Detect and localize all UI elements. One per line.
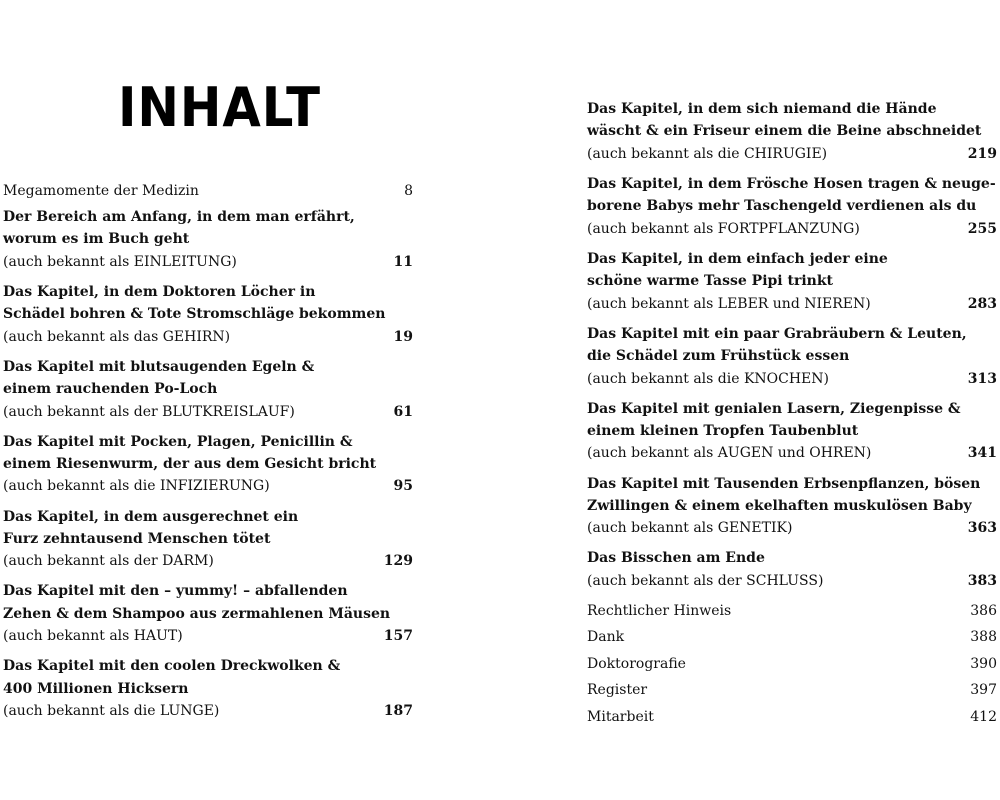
toc-left-column — [3, 180, 413, 730]
toc-entry-title: 400 Millionen Hicksern — [3, 680, 189, 697]
toc-entry-title: Das Kapitel, in dem einfach jeder eine — [587, 250, 888, 267]
toc-entry — [587, 706, 997, 728]
toc-chapter-entry — [587, 248, 997, 315]
toc-entry-title: Mitarbeit — [587, 708, 654, 725]
toc-entry-title: Das Kapitel, in dem ausgerechnet ein — [3, 508, 299, 525]
toc-page-number: 283 — [967, 295, 997, 312]
page-title: INHALT — [118, 76, 321, 139]
toc-entry-title: Dank — [587, 629, 625, 646]
toc-entry-title: wäscht & ein Friseur einem die Beine abschneidet — [587, 123, 982, 140]
toc-chapter-entry — [587, 98, 997, 165]
toc-entry-aka: (auch bekannt als GENETIK) — [587, 520, 793, 537]
toc-entry-title: Das Kapitel mit genialen Lasern, Ziegenpisse & — [587, 400, 961, 417]
toc-chapter-entry — [587, 473, 997, 540]
toc-chapter-entry — [3, 506, 413, 573]
toc-page-number: 187 — [383, 703, 413, 720]
toc-entry-aka: (auch bekannt als die LUNGE) — [3, 703, 220, 720]
toc-entry-aka: (auch bekannt als EINLEITUNG) — [3, 253, 237, 270]
toc-page-number: 129 — [383, 553, 413, 570]
toc-entry-aka: (auch bekannt als die INFIZIERUNG) — [3, 478, 270, 495]
toc-page-number: 219 — [967, 145, 997, 162]
toc-entry-aka: (auch bekannt als HAUT) — [3, 628, 183, 645]
toc-entry-aka: (auch bekannt als AUGEN und OHREN) — [587, 445, 872, 462]
toc-entry-aka: (auch bekannt als der DARM) — [3, 553, 214, 570]
toc-entry — [587, 679, 997, 701]
toc-entry-title: die Schädel zum Frühstück essen — [587, 348, 850, 365]
toc-chapter-entry — [587, 547, 997, 592]
toc-entry-title: einem kleinen Tropfen Taubenblut — [587, 423, 859, 440]
toc-chapter-entry — [3, 431, 413, 498]
toc-entry-title: Schädel bohren & Tote Stromschläge bekommen — [3, 306, 386, 323]
toc-entry-aka: (auch bekannt als der BLUTKREISLAUF) — [3, 403, 295, 420]
toc-page-number: 341 — [967, 445, 997, 462]
toc-page-number: 390 — [970, 655, 997, 672]
toc-page-number: 255 — [967, 220, 997, 237]
toc-entry-title: Rechtlicher Hinweis — [587, 602, 732, 619]
toc-entry-title: Das Kapitel, in dem sich niemand die Hände — [587, 101, 937, 117]
toc-entry-title: Furz zehntausend Menschen tötet — [3, 530, 271, 547]
toc-entry-title: Das Kapitel mit ein paar Grabräubern & Leuten, — [587, 325, 967, 342]
toc-entry-title: Zwillingen & einem ekelhaften muskulösen Baby — [587, 497, 972, 514]
toc-entry — [587, 626, 997, 648]
toc-chapter-entry — [587, 398, 997, 465]
toc-page-number: 8 — [404, 183, 413, 199]
toc-right-column — [587, 98, 997, 732]
toc-entry-aka: (auch bekannt als die KNOCHEN) — [587, 370, 829, 387]
toc-entry-aka: (auch bekannt als LEBER und NIEREN) — [587, 295, 871, 312]
toc-entry-title: Das Kapitel, in dem Frösche Hosen tragen & neuge- — [587, 175, 996, 192]
toc-chapter-entry — [3, 281, 413, 348]
toc-entry-title: schöne warme Tasse Pipi trinkt — [587, 273, 834, 290]
toc-page-number: 412 — [970, 708, 997, 725]
toc-entry — [3, 180, 413, 202]
toc-page-number: 11 — [393, 253, 413, 270]
toc-entry-title: Das Kapitel mit Pocken, Plagen, Penicillin & — [3, 433, 353, 450]
toc-page-number: 363 — [967, 520, 997, 537]
toc-page-number: 397 — [970, 682, 997, 699]
toc-entry-title: einem rauchenden Po-Loch — [3, 381, 218, 398]
toc-entry-aka: (auch bekannt als das GEHIRN) — [3, 328, 231, 345]
toc-page-number: 313 — [967, 370, 997, 387]
toc-entry-aka: (auch bekannt als die CHIRUGIE) — [587, 145, 828, 162]
toc-chapter-entry — [3, 655, 413, 722]
toc-entry — [587, 653, 997, 675]
toc-entry — [587, 600, 997, 622]
toc-page-number: 61 — [393, 403, 413, 420]
toc-page-number: 383 — [967, 572, 997, 589]
toc-entry-title: Das Kapitel mit blutsaugenden Egeln & — [3, 358, 315, 375]
toc-entry-title: worum es im Buch geht — [3, 231, 190, 248]
toc-entry-aka: (auch bekannt als FORTPFLANZUNG) — [587, 220, 860, 237]
toc-chapter-entry — [3, 206, 413, 273]
toc-chapter-entry — [587, 323, 997, 390]
toc-entry-title: Zehen & dem Shampoo aus zermahlenen Mäusen — [3, 605, 391, 622]
toc-page-number: 157 — [383, 628, 413, 645]
toc-page-number: 386 — [970, 602, 997, 619]
toc-entry-title: einem Riesenwurm, der aus dem Gesicht bricht — [3, 456, 377, 473]
toc-page-number: 95 — [393, 478, 413, 495]
toc-chapter-entry — [3, 356, 413, 423]
toc-entry-title: Das Kapitel mit den – yummy! – abfallenden — [3, 583, 348, 600]
toc-page-number: 388 — [970, 629, 997, 646]
toc-entry-title: borene Babys mehr Taschengeld verdienen als du — [587, 198, 977, 215]
toc-entry-title: Megamomente der Medizin — [3, 183, 199, 199]
toc-entry-title: Das Kapitel mit den coolen Dreckwolken & — [3, 658, 341, 675]
toc-chapter-entry — [587, 173, 997, 240]
toc-entry-title: Doktorografie — [587, 655, 686, 672]
toc-page-number: 19 — [393, 328, 413, 345]
toc-chapter-entry — [3, 580, 413, 647]
toc-entry-aka: (auch bekannt als der SCHLUSS) — [587, 572, 824, 589]
toc-entry-title: Das Kapitel, in dem Doktoren Löcher in — [3, 283, 316, 300]
toc-entry-title: Register — [587, 682, 648, 699]
toc-entry-title: Das Kapitel mit Tausenden Erbsenpflanzen, bösen — [587, 475, 981, 492]
toc-entry-title: Das Bisschen am Ende — [587, 550, 765, 567]
toc-entry-title: Der Bereich am Anfang, in dem man erfährt, — [3, 208, 355, 225]
